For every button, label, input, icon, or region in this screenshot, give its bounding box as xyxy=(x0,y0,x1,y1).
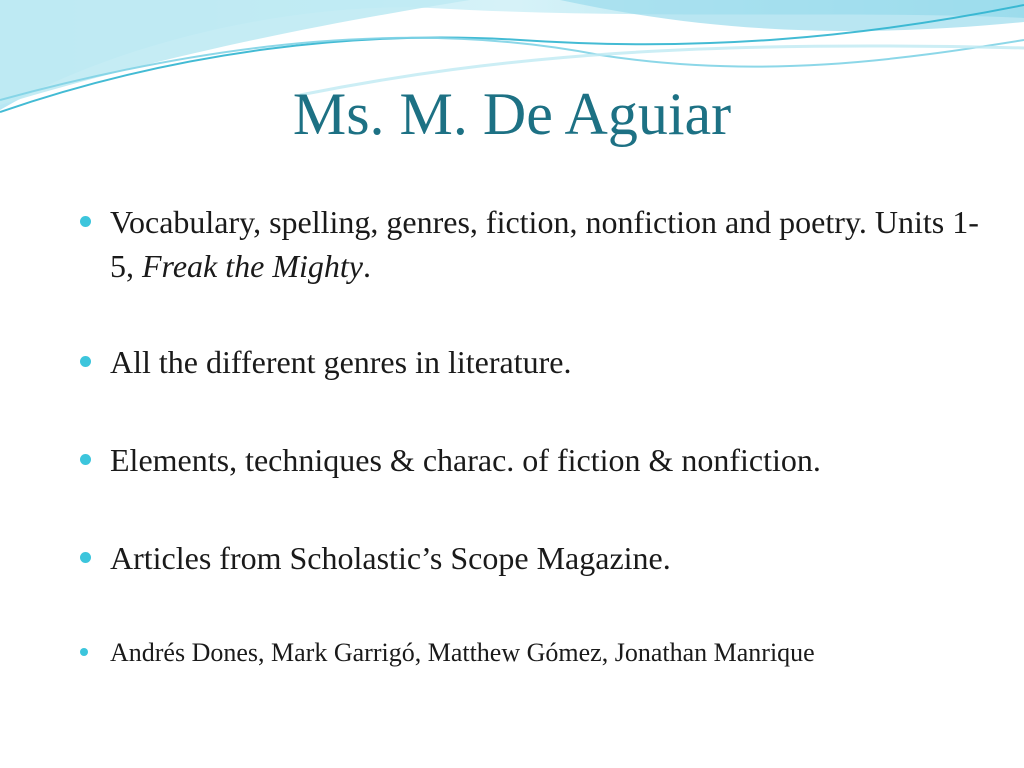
bullet-text: Articles from Scholastic’s Scope Magazine. xyxy=(110,540,671,576)
bullet-dot-icon xyxy=(80,216,91,227)
bullet-text: Andrés Dones, Mark Garrigó, Matthew Gómez, Jonathan Manrique xyxy=(110,638,815,667)
bullet-dot-icon xyxy=(80,454,91,465)
bullet-item xyxy=(80,635,980,671)
bullet-item xyxy=(80,438,980,482)
slide-title: Ms. M. De Aguiar xyxy=(292,81,732,147)
bullet-dot-icon xyxy=(80,648,88,656)
bullet-dot-icon xyxy=(80,356,91,367)
bullet-item xyxy=(80,200,980,288)
bullet-item xyxy=(80,536,980,580)
bullet-item xyxy=(80,340,980,384)
bullet-dot-icon xyxy=(80,552,91,563)
bullet-text: Elements, techniques & charac. of fiction & nonfiction. xyxy=(110,442,821,478)
bullet-text: Vocabulary, spelling, genres, fiction, nonfiction and poetry. Units 1-5, Freak the Mighty. xyxy=(110,204,979,284)
book-title-emphasis: Freak the Mighty xyxy=(142,248,363,284)
bullet-text: All the different genres in literature. xyxy=(110,344,572,380)
